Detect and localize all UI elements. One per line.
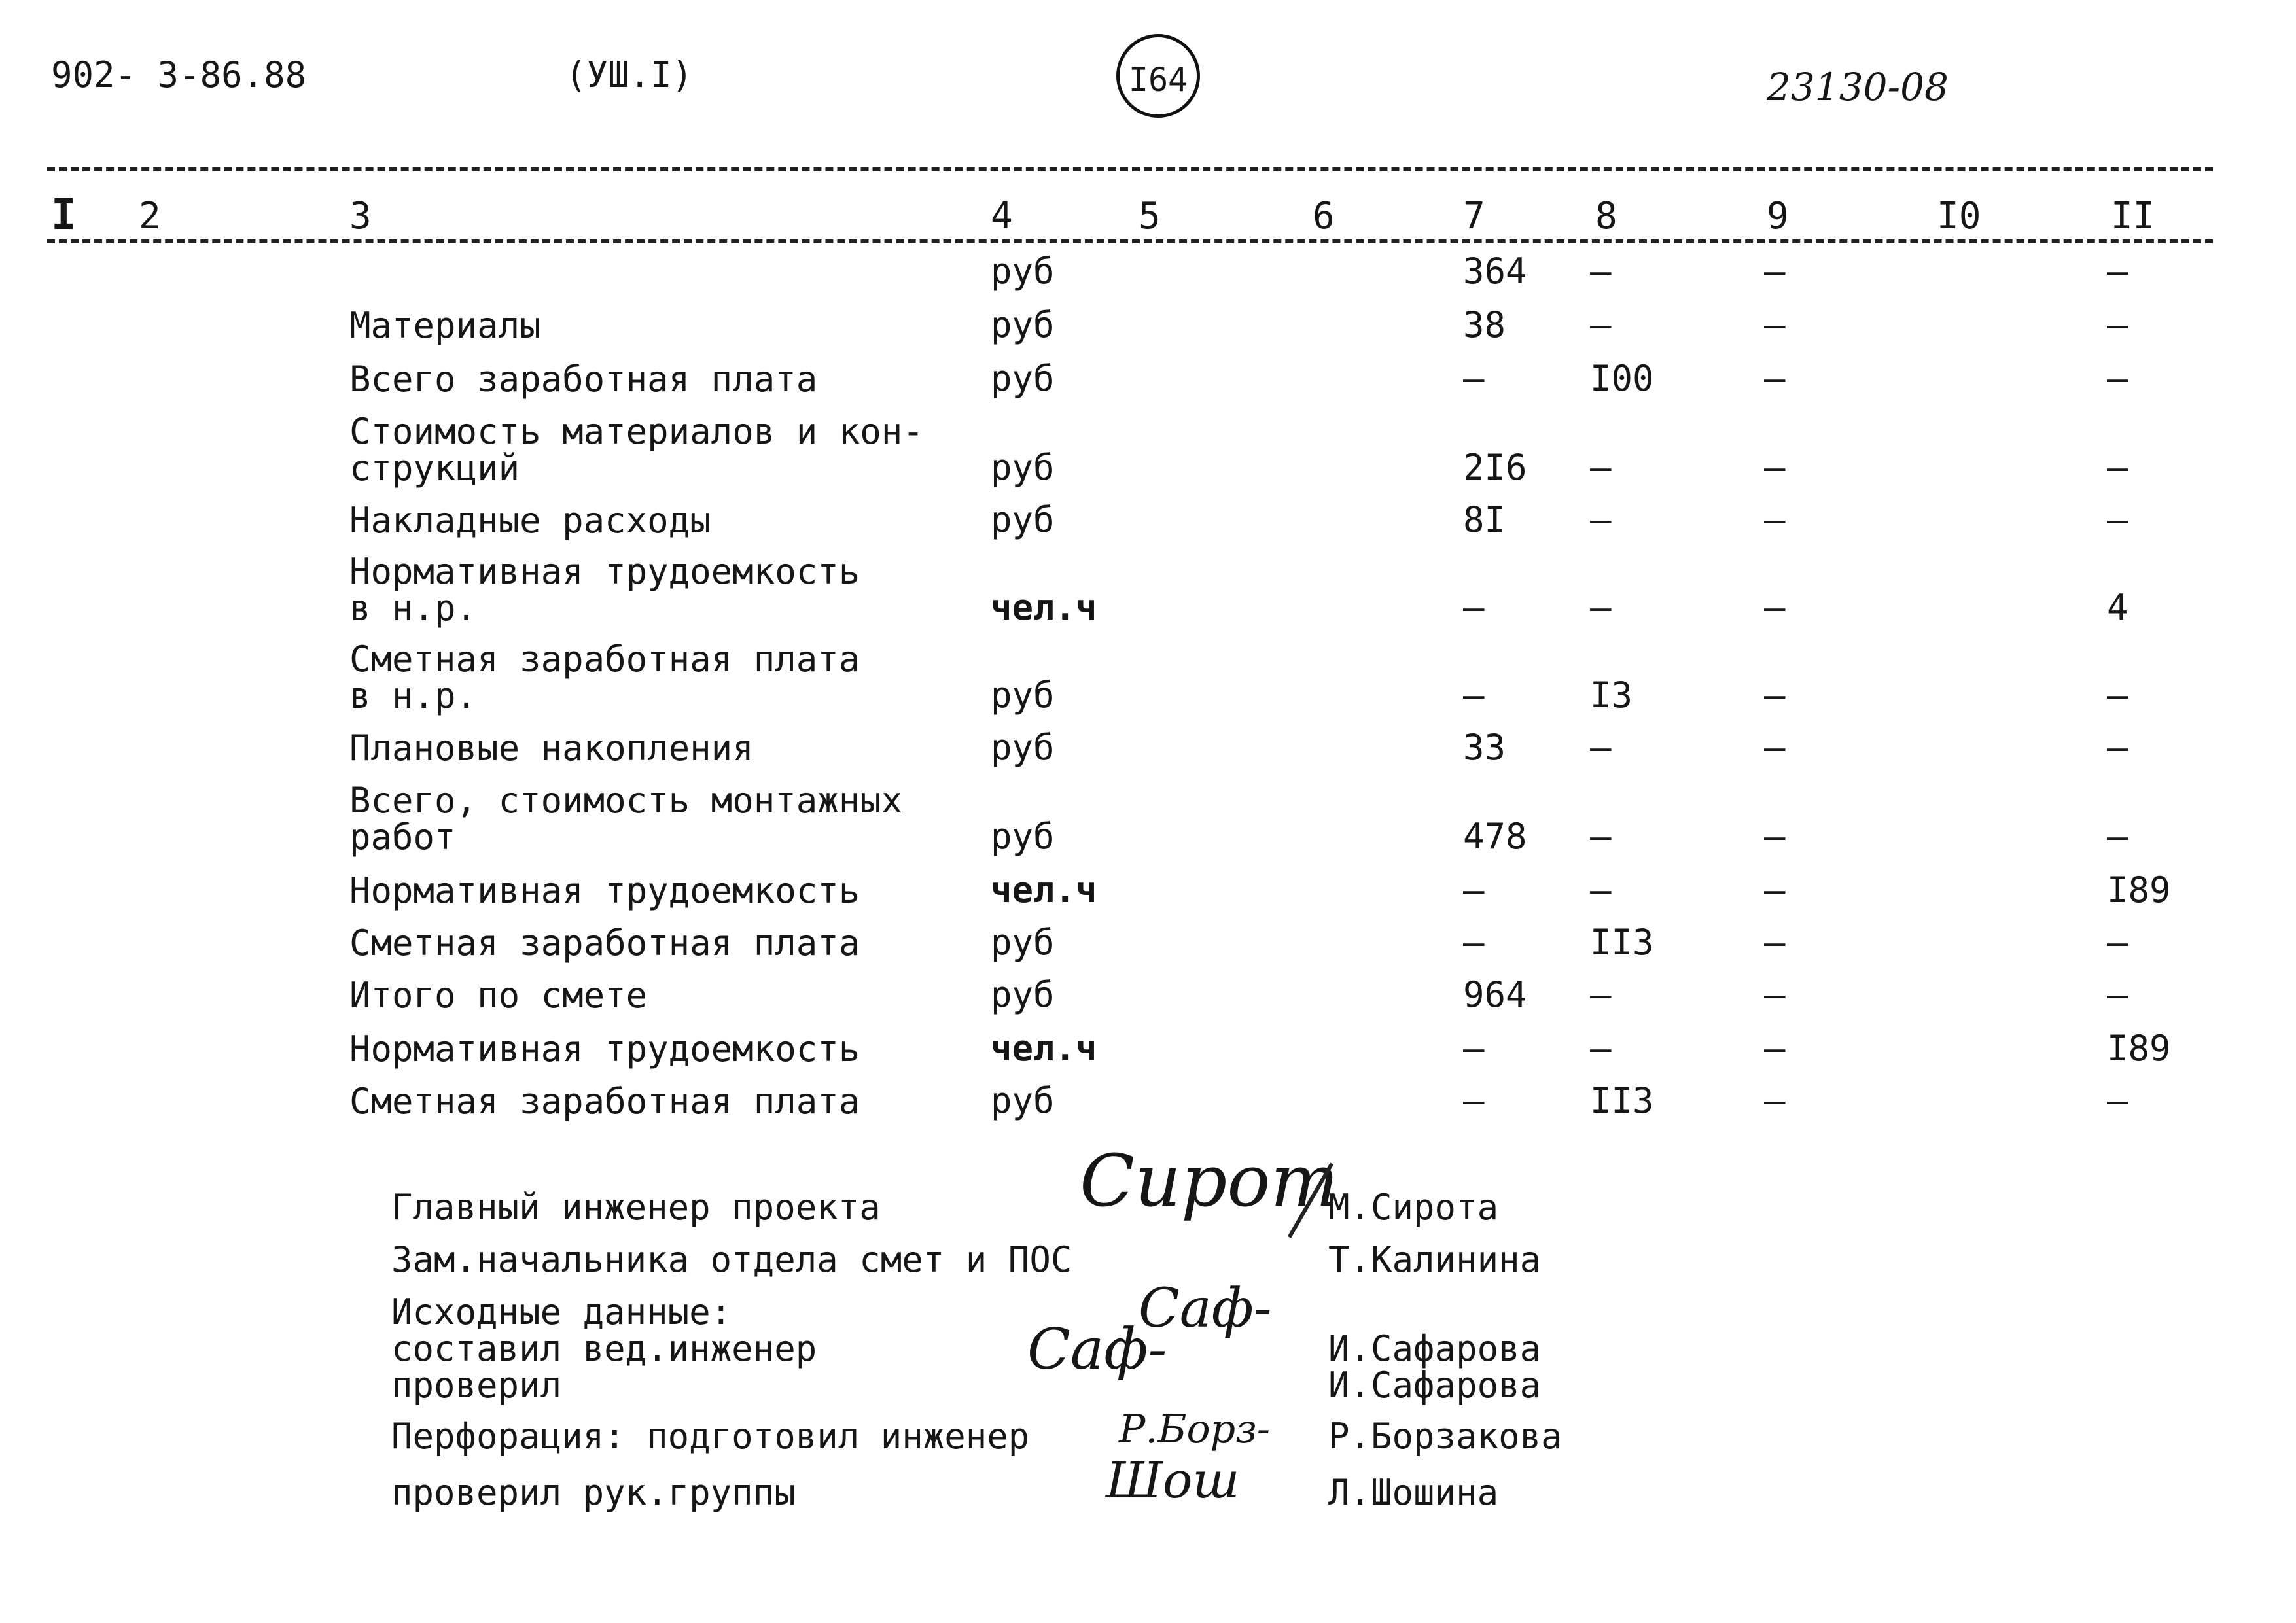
row-col7-value: – — [1463, 1028, 1485, 1069]
row-col9-value: – — [1764, 922, 1786, 963]
row-unit: руб — [991, 251, 1055, 292]
row-col9-value: – — [1764, 304, 1786, 345]
row-col11-value: – — [2107, 499, 2128, 540]
row-col11-value: I89 — [2107, 1028, 2171, 1069]
row-col8-value: I00 — [1590, 358, 1654, 399]
row-col11-value: – — [2107, 922, 2128, 963]
row-col8-value: – — [1590, 447, 1612, 488]
row-description: Нормативная трудоемкость — [349, 870, 860, 911]
page-number: I64 — [1128, 61, 1188, 99]
inventory-number: 23130-08 — [1767, 65, 1949, 109]
signature-name: М.Сирота — [1328, 1187, 1499, 1228]
row-unit: руб — [991, 358, 1055, 399]
row-col8-value: – — [1590, 251, 1612, 292]
signature-role: Зам.начальника отдела смет и ПОС — [391, 1239, 1072, 1280]
row-col7-value: 478 — [1463, 816, 1527, 857]
row-unit: руб — [991, 816, 1055, 857]
row-description: Нормативная трудоемкость — [349, 1028, 860, 1070]
row-col8-value: – — [1590, 587, 1612, 628]
row-col7-value: – — [1463, 587, 1485, 628]
row-col8-value: II3 — [1590, 1080, 1654, 1121]
row-description: Итого по смете — [349, 975, 648, 1016]
signature-name: Т.Калинина — [1328, 1239, 1542, 1280]
row-description: Сметная заработная плата — [349, 1081, 860, 1122]
row-description: Накладные расходы — [349, 500, 711, 541]
handwritten-signature-safarova: Саф- — [1027, 1317, 1167, 1382]
handwritten-signature-safarova-top: Саф- — [1139, 1278, 1272, 1340]
row-col8-value: – — [1590, 869, 1612, 911]
row-unit: руб — [991, 499, 1055, 540]
row-col11-value: – — [2107, 674, 2128, 716]
row-col8-value: – — [1590, 974, 1612, 1015]
row-col11-value: – — [2107, 447, 2128, 488]
column-number: I — [51, 191, 77, 239]
row-unit: чел.ч — [991, 1028, 1097, 1069]
row-col11-value: – — [2107, 358, 2128, 399]
row-unit: чел.ч — [991, 869, 1097, 911]
row-col8-value: – — [1590, 304, 1612, 345]
row-unit: руб — [991, 727, 1055, 768]
column-number: 4 — [991, 195, 1013, 237]
signature-role: проверил рук.группы — [391, 1472, 796, 1513]
row-description: Материалы — [349, 305, 541, 346]
row-col7-value: – — [1463, 922, 1485, 963]
row-col11-value: – — [2107, 727, 2128, 768]
row-description: Плановые накопления — [349, 727, 754, 769]
row-unit: чел.ч — [991, 587, 1097, 628]
signature-name: Р.Борзакова — [1328, 1416, 1563, 1457]
column-number: 7 — [1463, 195, 1485, 237]
handwritten-signature-sirota: Сирот — [1080, 1139, 1339, 1223]
row-description: Сметная заработная плата — [349, 922, 860, 964]
row-col7-value: – — [1463, 869, 1485, 911]
row-col7-value: – — [1463, 1080, 1485, 1121]
section-code: (УШ.I) — [565, 54, 694, 96]
row-col8-value: – — [1590, 816, 1612, 857]
document-code: 902- 3-86.88 — [51, 54, 307, 96]
row-unit: руб — [991, 304, 1055, 345]
row-unit: руб — [991, 674, 1055, 716]
row-description: Нормативная трудоемкость в н.р. — [349, 551, 860, 629]
column-number: 9 — [1767, 195, 1789, 237]
column-number: II — [2111, 195, 2155, 237]
row-col7-value: 33 — [1463, 727, 1506, 768]
row-col7-value: 2I6 — [1463, 447, 1527, 488]
row-col9-value: – — [1764, 251, 1786, 292]
column-number: 6 — [1313, 195, 1335, 237]
row-col7-value: – — [1463, 358, 1485, 399]
row-col11-value: 4 — [2107, 587, 2128, 628]
row-col9-value: – — [1764, 1028, 1786, 1069]
row-col9-value: – — [1764, 816, 1786, 857]
row-description: Стоимость материалов и кон- струкций — [349, 411, 924, 489]
signature-role: Главный инженер проекта — [391, 1187, 881, 1228]
row-col11-value: I89 — [2107, 869, 2171, 911]
row-col9-value: – — [1764, 974, 1786, 1015]
row-col9-value: – — [1764, 727, 1786, 768]
row-col9-value: – — [1764, 587, 1786, 628]
row-col11-value: – — [2107, 1080, 2128, 1121]
row-col11-value: – — [2107, 816, 2128, 857]
row-col7-value: 8I — [1463, 499, 1506, 540]
row-col7-value: – — [1463, 674, 1485, 716]
row-description: Всего, стоимость монтажных работ — [349, 780, 903, 858]
row-unit: руб — [991, 974, 1055, 1015]
row-col11-value: – — [2107, 251, 2128, 292]
page-number-circle — [1116, 34, 1200, 118]
row-col11-value: – — [2107, 974, 2128, 1015]
row-col8-value: I3 — [1590, 674, 1633, 716]
row-col9-value: – — [1764, 674, 1786, 716]
column-number: 8 — [1595, 195, 1617, 237]
column-number: I0 — [1937, 195, 1981, 237]
row-col7-value: 964 — [1463, 974, 1527, 1015]
handwritten-signature-borzakova: Р.Борз- — [1119, 1406, 1271, 1452]
column-number: 3 — [349, 195, 372, 237]
signature-name: Л.Шошина — [1328, 1472, 1499, 1513]
header-rule-top — [47, 167, 2213, 171]
signature-role: Перфорация: подготовил инженер — [391, 1416, 1030, 1457]
column-number: 2 — [139, 195, 161, 237]
signature-role: Исходные данные: составил вед.инженер проверил — [391, 1291, 817, 1406]
row-col8-value: – — [1590, 727, 1612, 768]
handwritten-signature-shoshina: Шош — [1106, 1451, 1240, 1509]
row-col7-value: 364 — [1463, 251, 1527, 292]
row-col7-value: 38 — [1463, 304, 1506, 345]
row-col9-value: – — [1764, 869, 1786, 911]
row-col9-value: – — [1764, 1080, 1786, 1121]
row-description: Сметная заработная плата в н.р. — [349, 638, 860, 716]
row-col9-value: – — [1764, 358, 1786, 399]
column-number: 5 — [1139, 195, 1161, 237]
row-unit: руб — [991, 1080, 1055, 1121]
header-rule-bottom — [47, 239, 2213, 243]
row-col8-value: – — [1590, 1028, 1612, 1069]
row-col9-value: – — [1764, 499, 1786, 540]
row-col8-value: II3 — [1590, 922, 1654, 963]
row-unit: руб — [991, 922, 1055, 963]
row-col11-value: – — [2107, 304, 2128, 345]
row-col8-value: – — [1590, 499, 1612, 540]
row-unit: руб — [991, 447, 1055, 488]
row-col9-value: – — [1764, 447, 1786, 488]
signature-name: И.Сафарова И.Сафарова — [1328, 1328, 1542, 1406]
row-description: Всего заработная плата — [349, 358, 818, 400]
